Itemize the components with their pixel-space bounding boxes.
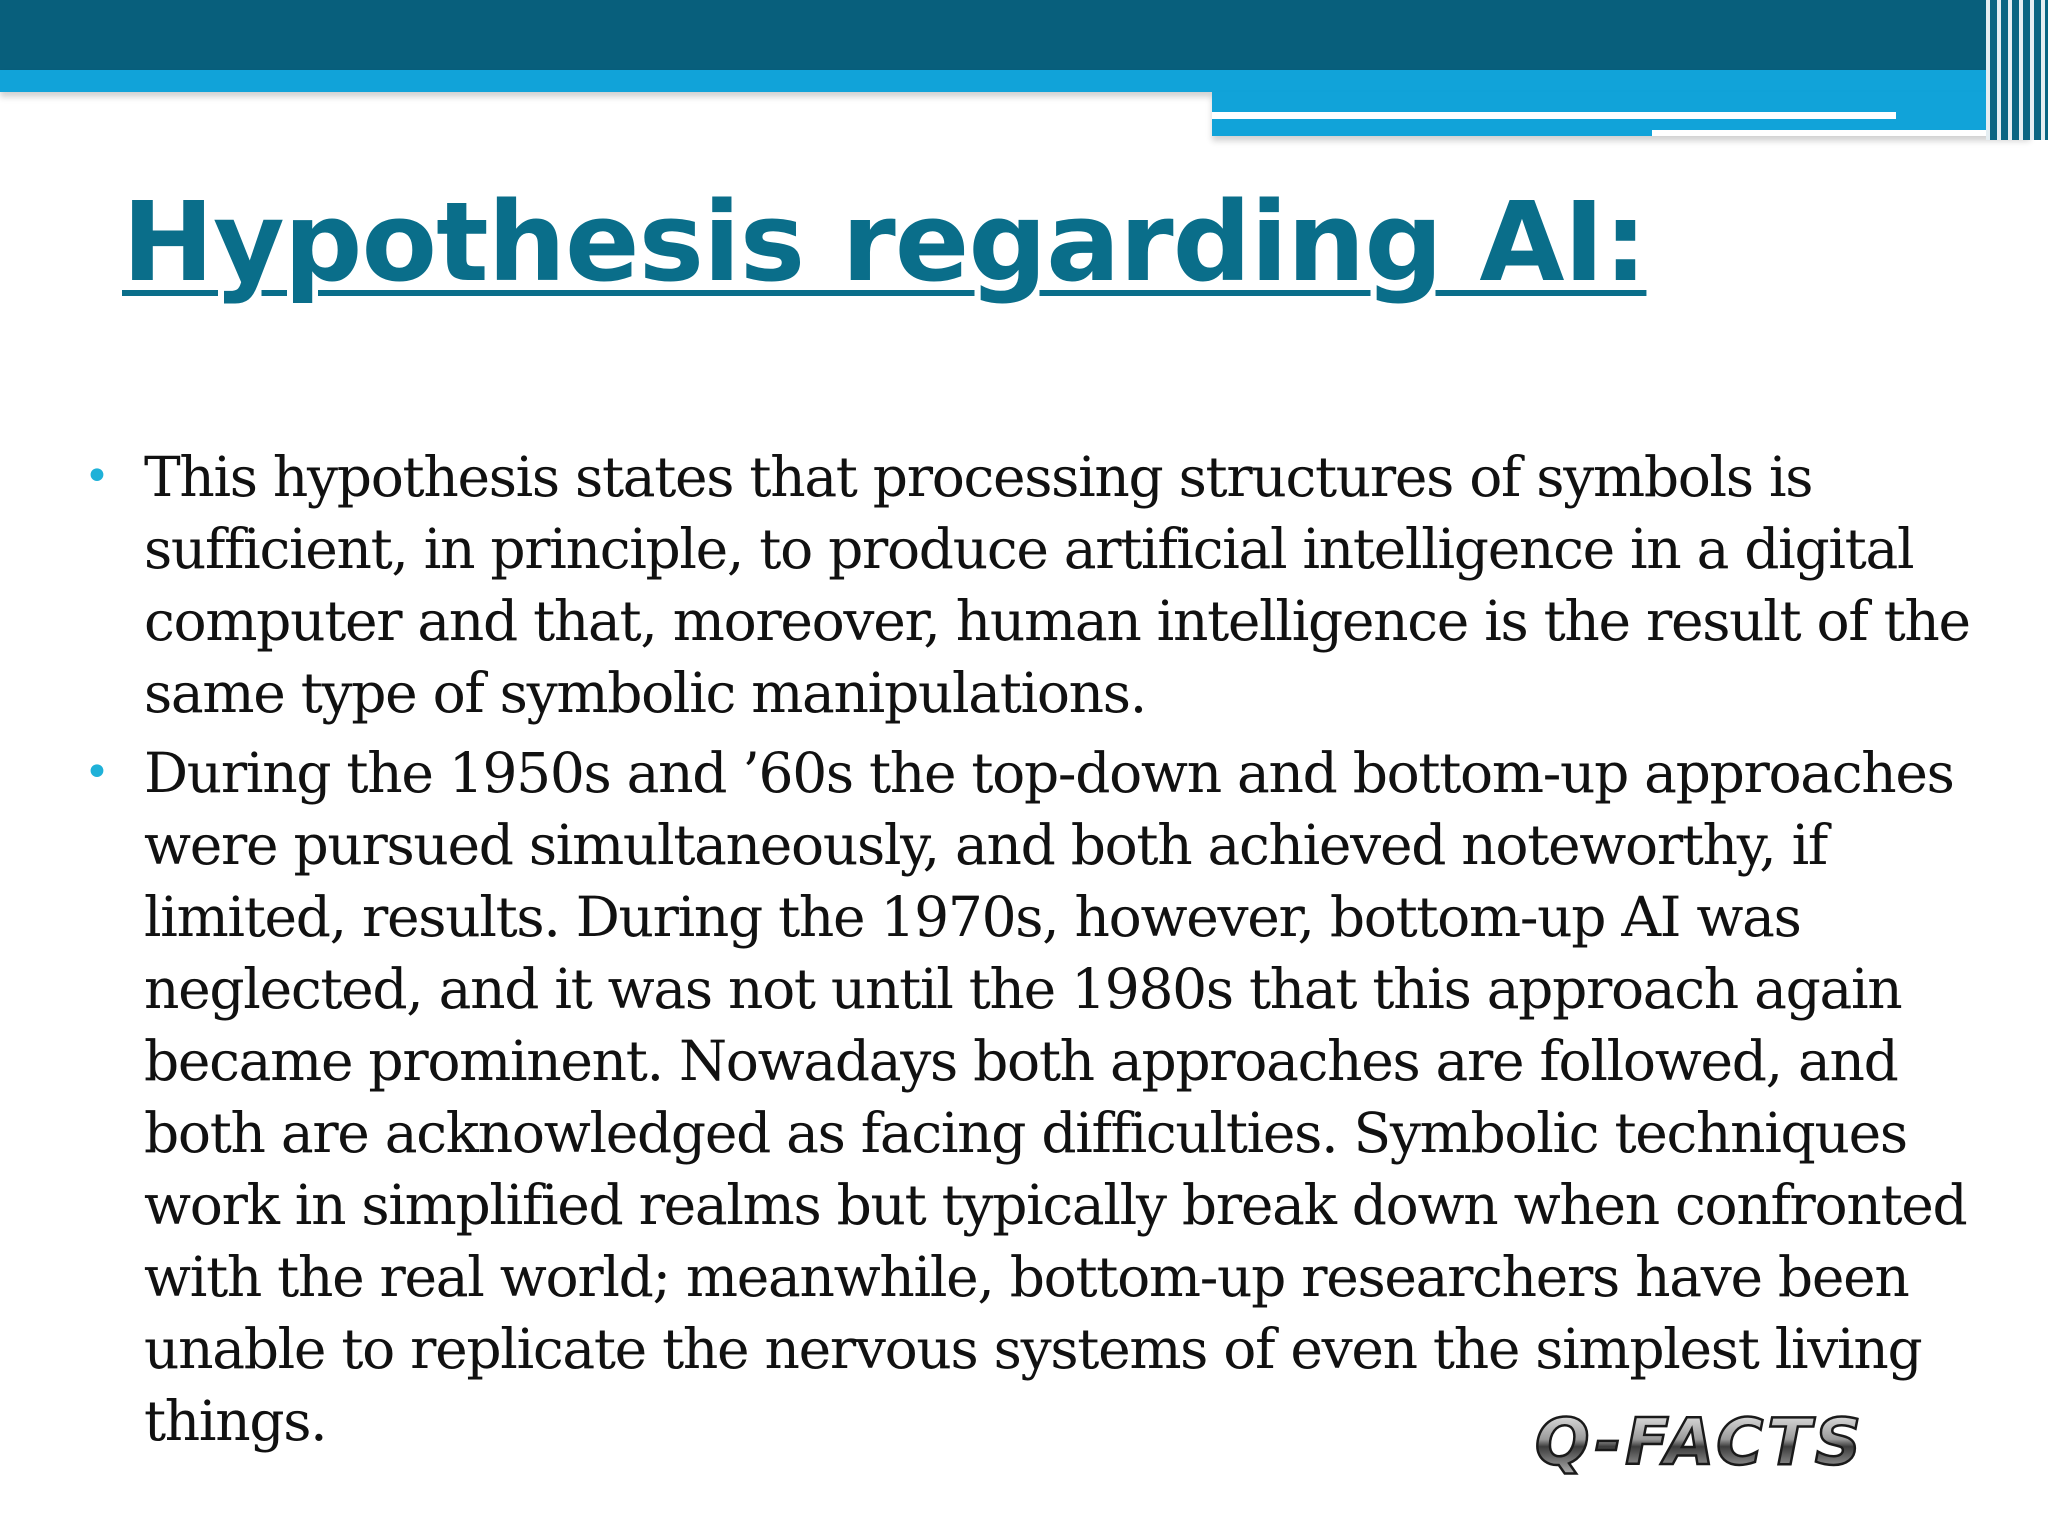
header-dark-bar	[0, 0, 2048, 70]
header-edge-stripes	[1986, 0, 2048, 140]
bullet-icon: •	[84, 451, 109, 502]
q-facts-logo	[1470, 1408, 1930, 1476]
header-light-bar	[0, 70, 2048, 92]
header-accent-line-short	[1652, 130, 2030, 136]
bullet-item	[84, 441, 1984, 729]
bullet-text: This hypothesis states that processing structures of symbols is sufficient, in principle, to produce artificial intelligence in a digital computer and that, moreover, human intelligence is the result of the same type of symbolic manipulations.	[144, 445, 1970, 725]
bullet-text: During the 1950s and ’60s the top-down and bottom-up approaches were pursued simultaneously, and both achieved noteworthy, if limited, results. During the 1970s, however, bottom-up AI was neglected, and it was not until the 1980s that this approach again became prominent. Nowadays both approaches are followed, and both are acknowledged as facing difficulties. Symbolic techniques work in simplified realms but typically break down when confronted with the real world; meanwhile, bottom-up researchers have been unable to replicate the nervous systems of even the simplest living things.	[144, 741, 1967, 1453]
bullet-list	[84, 441, 1984, 1465]
bullet-item	[84, 737, 1984, 1457]
header-accent-line	[1212, 112, 1896, 119]
slide-title: Hypothesis regarding AI:	[122, 178, 1647, 306]
q-facts-logo-text: Q-FACTS	[1535, 1408, 1865, 1476]
bullet-icon: •	[84, 747, 109, 798]
